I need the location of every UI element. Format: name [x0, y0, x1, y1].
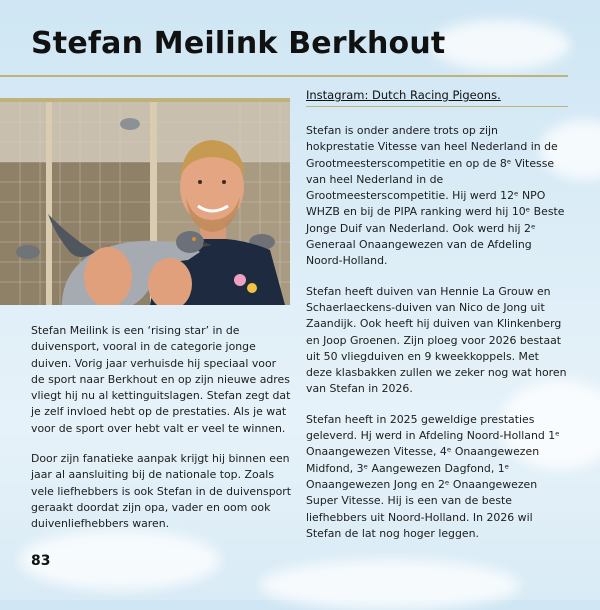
article-paragraph: Stefan heeft duiven van Hennie La Grouw en Schaerlaeckens-duiven van Nico de Jong uit Zaandijk. Ook heeft hij duiven van Klinkenberg en Joop Groenen. Zijn ploeg voor 2026 bestaat uit 50 vliegduiven en 9 kweekkoppels. Met deze klasbakken zullen we zeker nog wat horen van Stefan in 2026.	[306, 284, 567, 396]
instagram-link[interactable]: Instagram: Dutch Racing Pigeons.	[306, 88, 501, 102]
cloud-decoration	[430, 20, 570, 70]
article-paragraph: Stefan heeft in 2025 geweldige prestaties geleverd. Hj werd in Afdeling Noord-Holland 1ᵉ Onaangewezen Vitesse, 4ᵉ Onaangewezen Midfond, 3ᵉ Aangewezen Dagfond, 1ᵉ Onaangewezen Jong en 2ᵉ Onaangewezen Super Vitesse. Hij is een van de beste liefhebbers uit Noord-Holland. In 2026 wil Stefan de lat nog hoger leggen.	[306, 412, 560, 540]
left-article-column	[31, 323, 293, 547]
portrait-photo	[0, 100, 290, 305]
cloud-decoration	[260, 560, 520, 610]
title-divider	[0, 75, 568, 77]
article-paragraph: Stefan is onder andere trots op zijn hokprestatie Vitesse van heel Nederland in de Grootmeesterscompetitie en op de 8ᵉ Vitesse van heel Nederland in de Grootmeesterscompetitie. Hij werd 12ᵉ NPO WHZB en bij de PIPA ranking werd hij 10ᵉ Beste Jonge Duif van Nederland. Ook werd hij 2ᵉ Generaal Onaangewezen van de Afdeling Noord-Holland.	[306, 124, 565, 268]
right-column-divider	[306, 106, 568, 107]
article-paragraph: Door zijn fanatieke aanpak krijgt hij binnen een jaar al aansluiting bij de nationale top. Zoals vele liefhebbers is ook Stefan in de duivensport geraakt doordat zijn opa, vader en oom ook duivenliefhebbers waren.	[31, 452, 292, 531]
article-paragraph: Stefan Meilink is een ‘rising star’ in de duivensport, vooral in de categorie jonge duiven. Vorig jaar verhuisde hij speciaal voor de sport naar Berkhout en op zijn nieuwe adres vliegt hij nu al kettinguitslagen. Stefan zegt dat je zelf invloed hebt op de prestaties. Als je wat voor de sport over hebt valt er veel te winnen.	[31, 324, 291, 435]
right-article-column	[306, 123, 568, 556]
page-number: 83	[31, 553, 51, 569]
page-title: Stefan Meilink Berkhout	[31, 26, 446, 61]
